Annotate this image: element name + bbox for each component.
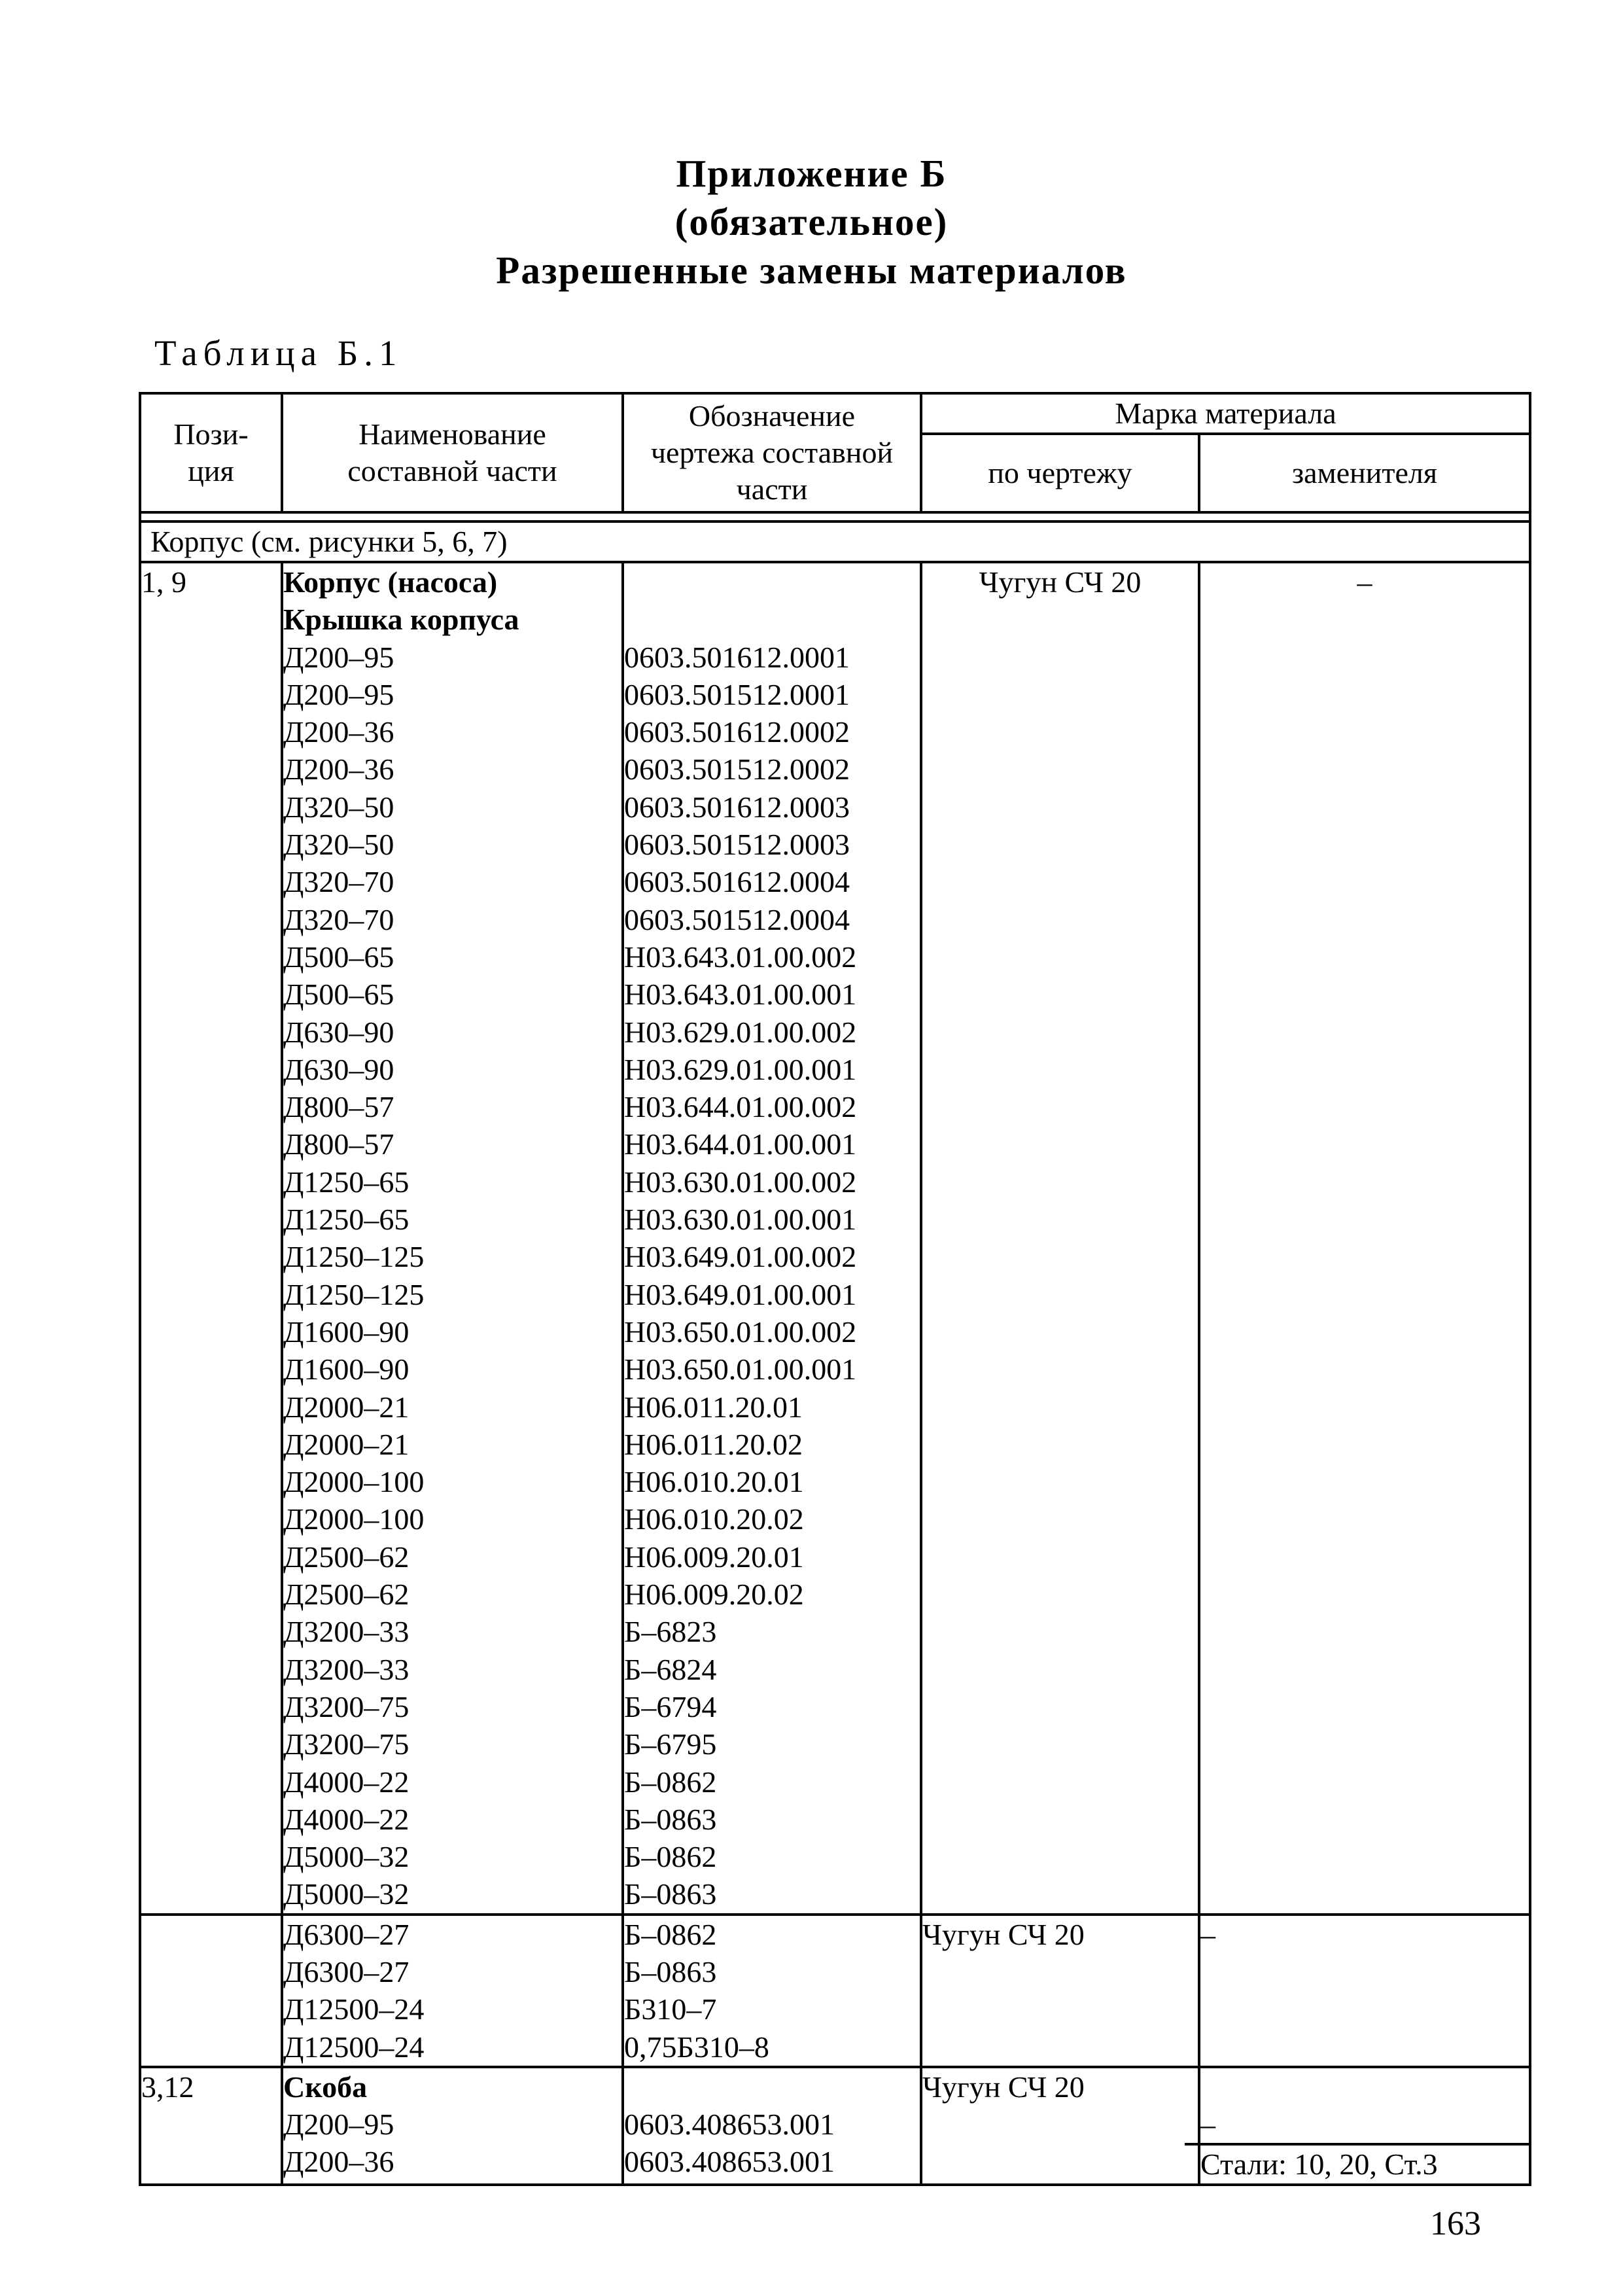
replacement-line: – xyxy=(1200,2108,1215,2142)
cell-line: Б–6794 xyxy=(624,1689,717,1723)
cell-line: Б–6824 xyxy=(624,1652,717,1686)
cell-line: 0603.501512.0001 xyxy=(624,677,850,711)
material-cell: Чугун СЧ 20 xyxy=(921,562,1199,1915)
cell-line: Д200–95 xyxy=(283,640,394,674)
cell-line: Д200–36 xyxy=(283,2145,394,2179)
cell-line: Н03.650.01.00.002 xyxy=(624,1315,857,1349)
cell-line: 0603.501512.0003 xyxy=(624,828,850,862)
cell-line: Б–6823 xyxy=(624,1615,717,1649)
replacement-line xyxy=(1200,2068,1529,2106)
cell-line: Д630–90 xyxy=(283,1015,394,1049)
table-row xyxy=(140,1915,1530,2067)
material-cell: Чугун СЧ 20 xyxy=(921,2067,1199,2185)
cell-line: Д3200–75 xyxy=(283,1689,410,1723)
cell-line: 0603.501512.0002 xyxy=(624,752,850,786)
cell-line: Д500–65 xyxy=(283,978,394,1012)
cell-line: Д2500–62 xyxy=(283,1578,410,1612)
cell-line: Д1600–90 xyxy=(283,1352,410,1386)
cell-line: Б–0863 xyxy=(624,1877,717,1911)
cell-line: Б–0863 xyxy=(624,1802,717,1836)
cell-line: Д1250–65 xyxy=(283,1165,410,1199)
cell-line: Д4000–22 xyxy=(283,1802,410,1836)
cell-line: Б310–7 xyxy=(624,1992,717,2026)
cell-line: Д320–70 xyxy=(283,865,394,899)
cell-line: Б–0862 xyxy=(624,1840,717,1874)
cell-line: Д6300–27 xyxy=(283,1954,410,1988)
cell-line: 0603.408653.001 xyxy=(624,2145,835,2179)
cell-line: Д320–50 xyxy=(283,828,394,862)
cell-line: Н06.009.20.01 xyxy=(624,1540,804,1574)
cell-line: Н03.629.01.00.002 xyxy=(624,1015,857,1049)
cell-line: Корпус (насоса) xyxy=(283,565,498,599)
cell-line xyxy=(624,601,920,638)
cell-line: Д2000–100 xyxy=(283,1502,425,1536)
cell-line: Д200–95 xyxy=(283,2108,394,2142)
cell-line: Д320–70 xyxy=(283,902,394,936)
header-replacement: заменителя xyxy=(1199,434,1530,512)
cell-line: Д4000–22 xyxy=(283,1765,410,1799)
section-row xyxy=(140,521,1530,562)
header-part-name: Наименование составной части xyxy=(282,393,623,512)
cell-line xyxy=(624,2068,920,2106)
cell-line: Д2000–21 xyxy=(283,1390,410,1424)
header-position: Пози- ция xyxy=(140,393,282,512)
cell-line: Д5000–32 xyxy=(283,1840,410,1874)
cell-line: 0603.501612.0003 xyxy=(624,790,850,824)
cell-line: Н06.009.20.02 xyxy=(624,1578,804,1612)
appendix-status: (обязательное) xyxy=(674,200,949,243)
header-separator xyxy=(140,512,1530,521)
drawing-cell xyxy=(623,562,921,1915)
cell-line: Д2500–62 xyxy=(283,1540,410,1574)
cell-line: Д200–95 xyxy=(283,677,394,711)
cell-line xyxy=(624,563,920,601)
cell-line: Д5000–32 xyxy=(283,1877,410,1911)
cell-line: Н03.629.01.00.001 xyxy=(624,1052,857,1086)
replacement-cell: – xyxy=(1199,1915,1530,2067)
cell-line: Н06.010.20.02 xyxy=(624,1502,804,1536)
position-cell: 1, 9 xyxy=(140,562,282,1915)
table-row xyxy=(140,562,1530,1915)
cell-line: 0603.501612.0001 xyxy=(624,640,850,674)
cell-line: Б–0862 xyxy=(624,1765,717,1799)
section-title: Корпус (см. рисунки 5, 6, 7) xyxy=(140,521,1530,562)
cell-line: Н03.649.01.00.001 xyxy=(624,1277,857,1311)
position-cell xyxy=(140,1915,282,2067)
cell-line: Н03.630.01.00.002 xyxy=(624,1165,857,1199)
cell-line: Д3200–75 xyxy=(283,1727,410,1761)
cell-line: Б–0863 xyxy=(624,1954,717,1988)
cell-line: Д2000–21 xyxy=(283,1427,410,1461)
appendix-title: Разрешенные замены материалов xyxy=(496,249,1127,292)
cell-line: Б–0862 xyxy=(624,1917,717,1951)
header-material-grade: Марка материала xyxy=(921,393,1530,434)
cell-line: Д2000–100 xyxy=(283,1465,425,1499)
cell-line: Н03.630.01.00.001 xyxy=(624,1203,857,1237)
cell-line: Д1250–125 xyxy=(283,1240,425,1274)
cell-line: Д1250–65 xyxy=(283,1203,410,1237)
cell-line: Д800–57 xyxy=(283,1090,394,1124)
cell-line: Д6300–27 xyxy=(283,1917,410,1951)
part-name-cell xyxy=(282,562,623,1915)
cell-line: Д3200–33 xyxy=(283,1615,410,1649)
cell-line: Д12500–24 xyxy=(283,2030,425,2064)
cell-line: Н03.644.01.00.002 xyxy=(624,1090,857,1124)
cell-line: Д1600–90 xyxy=(283,1315,410,1349)
cell-line: Н06.011.20.01 xyxy=(624,1390,803,1424)
replacement-line: Стали: 10, 20, Ст.3 xyxy=(1185,2143,1529,2183)
drawing-cell xyxy=(623,1915,921,2067)
cell-line: Н06.010.20.01 xyxy=(624,1465,804,1499)
cell-line: 0,75Б310–8 xyxy=(624,2030,769,2064)
material-cell: Чугун СЧ 20 xyxy=(921,1915,1199,2067)
cell-line: Н03.643.01.00.001 xyxy=(624,978,857,1012)
cell-line: Д1250–125 xyxy=(283,1277,425,1311)
replacement-cell: – xyxy=(1199,562,1530,1915)
cell-line: Д12500–24 xyxy=(283,1992,425,2026)
cell-line: Н03.643.01.00.002 xyxy=(624,940,857,974)
materials-table xyxy=(139,392,1531,2186)
table-caption: Таблица Б.1 xyxy=(154,333,403,373)
header-by-drawing: по чертежу xyxy=(921,434,1199,512)
cell-line: Д800–57 xyxy=(283,1127,394,1161)
cell-line: Д630–90 xyxy=(283,1052,394,1086)
header-drawing: Обозначение чертежа составной части xyxy=(623,393,921,512)
cell-line: Д3200–33 xyxy=(283,1652,410,1686)
cell-line: 0603.501512.0004 xyxy=(624,902,850,936)
cell-line: Д500–65 xyxy=(283,940,394,974)
cell-line: Н03.650.01.00.001 xyxy=(624,1352,857,1386)
drawing-cell xyxy=(623,2067,921,2185)
appendix-heading xyxy=(0,149,1623,294)
part-name-cell xyxy=(282,2067,623,2185)
cell-line: Скоба xyxy=(283,2070,368,2104)
page-number: 163 xyxy=(1430,2205,1481,2242)
replacement-cell xyxy=(1199,2067,1530,2185)
cell-line: Крышка корпуса xyxy=(283,603,519,637)
cell-line: Н03.649.01.00.002 xyxy=(624,1240,857,1274)
cell-line: 0603.501612.0002 xyxy=(624,715,850,749)
appendix-label: Приложение Б xyxy=(676,152,947,195)
cell-line: Д200–36 xyxy=(283,752,394,786)
cell-line: Б–6795 xyxy=(624,1727,717,1761)
cell-line: Н06.011.20.02 xyxy=(624,1427,803,1461)
cell-line: Д320–50 xyxy=(283,790,394,824)
position-cell: 3,12 xyxy=(140,2067,282,2185)
cell-line: 0603.501612.0004 xyxy=(624,865,850,899)
cell-line: Н03.644.01.00.001 xyxy=(624,1127,857,1161)
cell-line: 0603.408653.001 xyxy=(624,2108,835,2142)
part-name-cell xyxy=(282,1915,623,2067)
cell-line: Д200–36 xyxy=(283,715,394,749)
table-row xyxy=(140,2067,1530,2185)
